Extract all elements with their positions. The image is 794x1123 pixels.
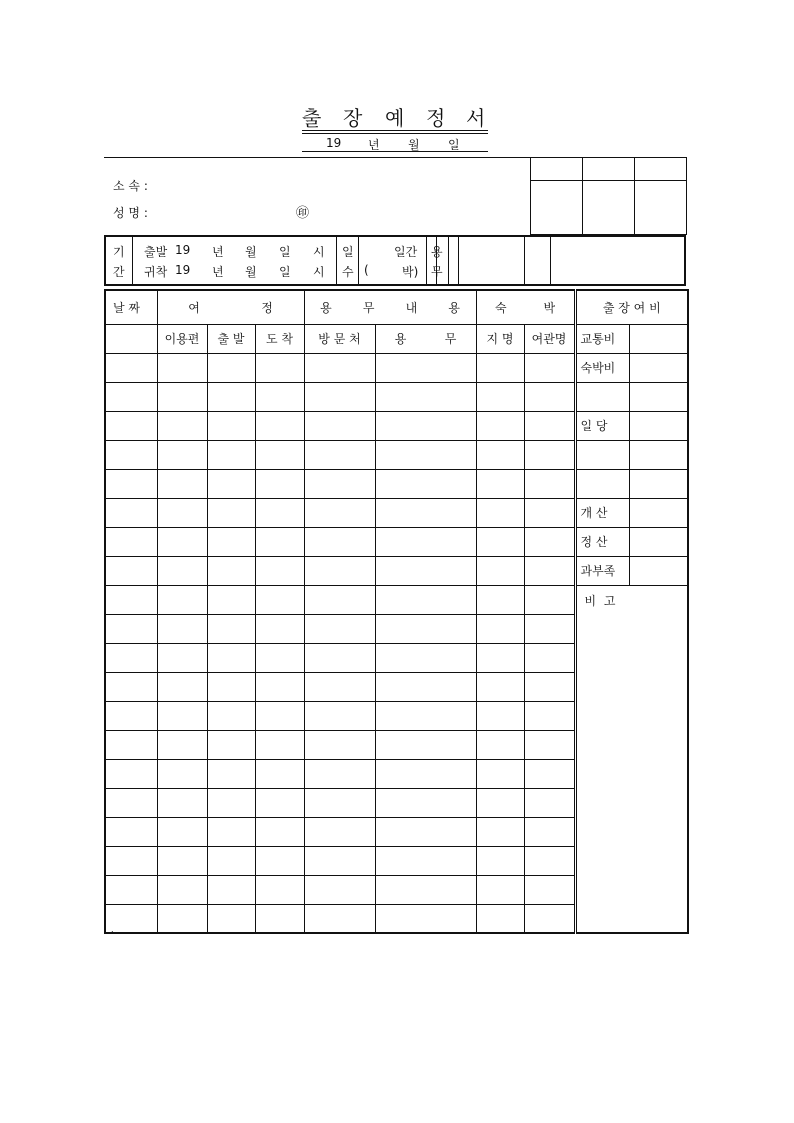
table-cell[interactable] — [255, 498, 304, 527]
table-cell[interactable] — [255, 556, 304, 585]
table-cell[interactable] — [304, 498, 375, 527]
col-business: 용 무 내 용 — [304, 290, 476, 324]
table-cell[interactable] — [255, 730, 304, 759]
table-cell[interactable] — [304, 788, 375, 817]
table-cell[interactable] — [207, 527, 255, 556]
table-cell[interactable] — [375, 498, 476, 527]
table-cell[interactable] — [255, 585, 304, 614]
table-cell[interactable] — [476, 382, 524, 411]
expense-value[interactable] — [629, 324, 688, 353]
table-cell[interactable] — [255, 672, 304, 701]
expense-label — [575, 382, 629, 411]
table-cell[interactable] — [105, 411, 157, 440]
table-cell[interactable] — [105, 527, 157, 556]
table-cell[interactable] — [476, 440, 524, 469]
table-cell[interactable] — [157, 875, 207, 904]
table-cell[interactable] — [207, 411, 255, 440]
table-cell[interactable] — [105, 817, 157, 846]
table-cell[interactable] — [476, 788, 524, 817]
expense-label: 교통비 — [575, 324, 629, 353]
table-cell[interactable] — [207, 730, 255, 759]
table-cell[interactable] — [524, 440, 575, 469]
table-cell[interactable] — [255, 817, 304, 846]
table-cell[interactable] — [476, 730, 524, 759]
table-cell[interactable] — [207, 585, 255, 614]
table-cell[interactable] — [207, 672, 255, 701]
table-cell[interactable] — [157, 498, 207, 527]
table-cell[interactable] — [157, 788, 207, 817]
table-cell[interactable] — [524, 875, 575, 904]
expense-label: 숙박비 — [575, 353, 629, 382]
table-cell[interactable] — [255, 382, 304, 411]
table-cell[interactable] — [524, 527, 575, 556]
col-visit: 방 문 처 — [304, 324, 375, 353]
expense-value[interactable] — [629, 440, 688, 469]
days-value[interactable]: 일간 — [394, 245, 418, 259]
table-cell[interactable] — [105, 469, 157, 498]
return-row[interactable]: 귀착 19 년 월 일 시 — [144, 263, 325, 279]
table-cell[interactable] — [476, 353, 524, 382]
approval-title — [635, 158, 687, 181]
table-cell[interactable] — [375, 846, 476, 875]
expense-label: 일 당 — [575, 411, 629, 440]
table-cell[interactable] — [105, 556, 157, 585]
table-cell[interactable] — [304, 730, 375, 759]
table-cell[interactable] — [207, 904, 255, 933]
table-cell[interactable] — [524, 556, 575, 585]
table-cell[interactable] — [157, 817, 207, 846]
table-cell[interactable] — [375, 411, 476, 440]
table-cell[interactable] — [524, 411, 575, 440]
table-cell[interactable] — [255, 469, 304, 498]
table-cell[interactable] — [105, 643, 157, 672]
table-cell[interactable] — [157, 701, 207, 730]
table-cell[interactable] — [207, 817, 255, 846]
nights-open: ( — [364, 263, 369, 277]
table-cell[interactable] — [157, 759, 207, 788]
expense-value[interactable] — [629, 382, 688, 411]
table-cell[interactable] — [157, 672, 207, 701]
date-cell[interactable] — [105, 324, 157, 353]
business-label: 무 — [431, 265, 443, 279]
table-cell[interactable] — [524, 498, 575, 527]
expense-value[interactable] — [629, 527, 688, 556]
table-cell[interactable] — [524, 469, 575, 498]
footnote: . — [111, 925, 114, 934]
table-cell[interactable] — [304, 440, 375, 469]
col-expenses: 출 장 여 비 — [575, 290, 688, 324]
table-cell[interactable] — [207, 614, 255, 643]
table-cell[interactable] — [476, 759, 524, 788]
table-cell[interactable] — [476, 498, 524, 527]
date-underline — [302, 151, 488, 152]
table-cell[interactable] — [304, 469, 375, 498]
table-cell[interactable] — [375, 353, 476, 382]
table-cell[interactable] — [304, 846, 375, 875]
table-cell[interactable] — [304, 643, 375, 672]
title-underline — [302, 133, 488, 134]
table-cell[interactable] — [255, 759, 304, 788]
col-hotel: 여관명 — [524, 324, 575, 353]
approval-boxes — [530, 157, 687, 235]
col-itinerary: 여 정 — [157, 290, 304, 324]
table-cell[interactable] — [476, 672, 524, 701]
table-cell[interactable] — [476, 904, 524, 933]
table-cell[interactable] — [105, 614, 157, 643]
table-cell[interactable] — [375, 788, 476, 817]
table-cell[interactable] — [304, 556, 375, 585]
table-cell[interactable] — [157, 730, 207, 759]
document-title: 출 장 예 정 서 — [302, 106, 486, 130]
table-cell[interactable] — [524, 382, 575, 411]
itinerary-table — [104, 289, 689, 934]
table-cell[interactable] — [255, 353, 304, 382]
table-cell[interactable] — [304, 817, 375, 846]
approval-sign[interactable] — [531, 181, 583, 235]
table-cell[interactable] — [105, 875, 157, 904]
col-transport: 이용편 — [157, 324, 207, 353]
table-cell[interactable] — [207, 846, 255, 875]
table-cell[interactable] — [207, 382, 255, 411]
depart-row[interactable]: 출발 19 년 월 일 시 — [144, 243, 325, 259]
expense-value[interactable] — [629, 556, 688, 585]
table-cell[interactable] — [524, 846, 575, 875]
table-cell[interactable] — [524, 730, 575, 759]
table-cell[interactable] — [105, 759, 157, 788]
table-cell[interactable] — [105, 353, 157, 382]
table-cell[interactable] — [157, 556, 207, 585]
table-cell[interactable] — [207, 440, 255, 469]
table-cell[interactable] — [476, 643, 524, 672]
table-cell[interactable] — [524, 353, 575, 382]
table-cell[interactable] — [105, 730, 157, 759]
table-cell[interactable] — [207, 759, 255, 788]
table-cell[interactable] — [375, 672, 476, 701]
col-depart: 출 발 — [207, 324, 255, 353]
table-cell[interactable] — [476, 701, 524, 730]
table-cell[interactable] — [255, 411, 304, 440]
expense-label: 개 산 — [575, 498, 629, 527]
table-cell[interactable] — [207, 875, 255, 904]
expense-value[interactable] — [629, 469, 688, 498]
period-label: 간 — [113, 265, 125, 279]
table-cell[interactable] — [375, 527, 476, 556]
table-cell[interactable] — [105, 440, 157, 469]
table-cell[interactable] — [207, 788, 255, 817]
table-cell[interactable] — [375, 469, 476, 498]
table-cell[interactable] — [375, 643, 476, 672]
table-cell[interactable] — [476, 527, 524, 556]
table-cell[interactable] — [157, 469, 207, 498]
table-cell[interactable] — [157, 846, 207, 875]
days-label: 일 — [342, 245, 354, 259]
table-cell[interactable] — [157, 904, 207, 933]
table-cell[interactable] — [476, 556, 524, 585]
col-date: 날 짜 — [105, 290, 157, 324]
col-lodging: 숙 박 — [476, 290, 575, 324]
table-cell[interactable] — [375, 382, 476, 411]
table-cell[interactable] — [375, 585, 476, 614]
table-cell[interactable] — [375, 701, 476, 730]
expense-value[interactable] — [629, 353, 688, 382]
table-cell[interactable] — [375, 614, 476, 643]
table-cell[interactable] — [524, 614, 575, 643]
table-cell[interactable] — [255, 701, 304, 730]
table-cell[interactable] — [304, 614, 375, 643]
business-label: 용 — [431, 245, 443, 259]
table-cell[interactable] — [255, 527, 304, 556]
table-cell[interactable] — [157, 440, 207, 469]
table-cell[interactable] — [476, 614, 524, 643]
table-cell[interactable] — [207, 353, 255, 382]
table-cell[interactable] — [304, 701, 375, 730]
approval-title — [531, 158, 583, 181]
table-cell[interactable] — [476, 875, 524, 904]
table-cell[interactable] — [524, 585, 575, 614]
expense-value[interactable] — [629, 411, 688, 440]
approval-title — [583, 158, 635, 181]
table-cell[interactable] — [157, 353, 207, 382]
table-cell[interactable] — [304, 585, 375, 614]
table-cell[interactable] — [105, 701, 157, 730]
table-cell[interactable] — [476, 469, 524, 498]
table-cell[interactable] — [105, 382, 157, 411]
table-cell[interactable] — [375, 904, 476, 933]
table-cell[interactable] — [304, 382, 375, 411]
table-cell[interactable] — [524, 904, 575, 933]
expense-label — [575, 440, 629, 469]
table-cell[interactable] — [207, 643, 255, 672]
table-cell[interactable] — [255, 614, 304, 643]
expense-label: 과부족 — [575, 556, 629, 585]
table-cell[interactable] — [157, 614, 207, 643]
period-label: 기 — [113, 245, 125, 259]
table-cell[interactable] — [157, 585, 207, 614]
table-cell[interactable] — [157, 411, 207, 440]
nights-value[interactable]: 박) — [402, 265, 419, 279]
remarks-cell[interactable]: 비 고 — [575, 585, 688, 933]
table-cell[interactable] — [105, 672, 157, 701]
expense-label — [575, 469, 629, 498]
table-cell[interactable] — [524, 759, 575, 788]
table-cell[interactable] — [304, 527, 375, 556]
table-cell[interactable] — [105, 788, 157, 817]
table-cell[interactable] — [255, 440, 304, 469]
table-cell[interactable] — [255, 643, 304, 672]
title-underline — [302, 130, 488, 131]
affiliation-label: 소 속 : — [113, 179, 148, 193]
days-label: 수 — [342, 265, 354, 279]
table-cell[interactable] — [304, 904, 375, 933]
table-cell[interactable] — [476, 411, 524, 440]
table-cell[interactable] — [524, 788, 575, 817]
table-cell[interactable] — [157, 643, 207, 672]
table-cell[interactable] — [255, 788, 304, 817]
table-cell[interactable] — [304, 353, 375, 382]
table-cell[interactable] — [524, 643, 575, 672]
table-cell[interactable] — [476, 846, 524, 875]
table-cell[interactable] — [375, 759, 476, 788]
table-cell[interactable] — [304, 759, 375, 788]
table-cell[interactable] — [375, 817, 476, 846]
name-label: 성 명 : — [113, 206, 148, 220]
seal-mark: ㊞ — [296, 206, 310, 221]
document-date: 19 년 월 일 — [326, 136, 460, 152]
table-cell[interactable] — [255, 904, 304, 933]
table-cell[interactable] — [524, 701, 575, 730]
table-cell[interactable] — [157, 527, 207, 556]
table-cell[interactable] — [375, 730, 476, 759]
period-section — [104, 235, 686, 286]
col-arrive: 도 착 — [255, 324, 304, 353]
expense-value[interactable] — [629, 498, 688, 527]
table-cell[interactable] — [105, 846, 157, 875]
approval-sign[interactable] — [635, 181, 687, 235]
expense-label: 정 산 — [575, 527, 629, 556]
table-cell[interactable] — [207, 701, 255, 730]
table-cell[interactable] — [304, 875, 375, 904]
table-cell[interactable] — [476, 585, 524, 614]
table-cell[interactable] — [304, 672, 375, 701]
col-duty: 용 무 — [375, 324, 476, 353]
table-cell[interactable] — [207, 498, 255, 527]
table-cell[interactable] — [375, 440, 476, 469]
table-cell[interactable] — [304, 411, 375, 440]
table-cell[interactable] — [255, 846, 304, 875]
table-cell[interactable] — [255, 875, 304, 904]
table-cell[interactable] — [476, 817, 524, 846]
col-place: 지 명 — [476, 324, 524, 353]
table-cell[interactable] — [207, 556, 255, 585]
table-cell[interactable] — [375, 556, 476, 585]
table-cell[interactable] — [105, 498, 157, 527]
table-cell[interactable] — [207, 469, 255, 498]
table-cell[interactable] — [375, 875, 476, 904]
table-cell[interactable] — [524, 672, 575, 701]
approval-sign[interactable] — [583, 181, 635, 235]
table-cell[interactable] — [157, 382, 207, 411]
table-cell[interactable] — [524, 817, 575, 846]
table-cell[interactable] — [105, 585, 157, 614]
